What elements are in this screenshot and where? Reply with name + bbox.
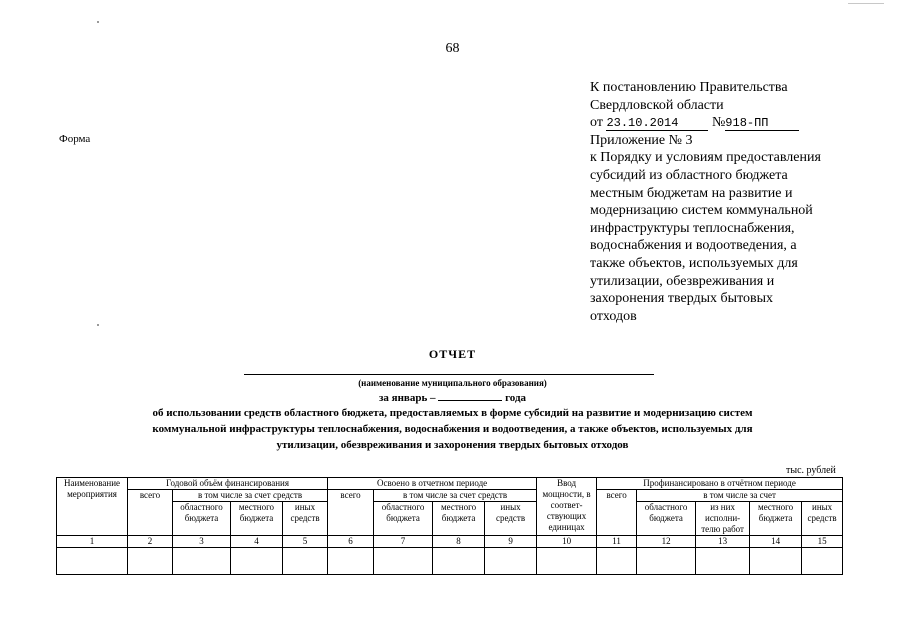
number-prefix: № [711, 115, 726, 131]
appendix-title: Приложение № 3 [590, 132, 693, 148]
year-blank [438, 391, 502, 401]
table-column-numbers [57, 536, 843, 548]
column-number: 13 [696, 536, 750, 548]
appendix-line: отходов [590, 308, 637, 324]
table-cell [637, 548, 696, 575]
header-of-which: из них исполни-телю работ [696, 502, 750, 536]
header-name: Наименование мероприятия [57, 478, 128, 536]
header-regional: областного бюджета [637, 502, 696, 536]
table-header-row [57, 502, 843, 536]
report-title: ОТЧЕТ [428, 347, 477, 361]
table-cell [802, 548, 843, 575]
report-period [0, 391, 905, 404]
column-number: 8 [433, 536, 485, 548]
table-cell [696, 548, 750, 575]
units-label: тыс. рублей [786, 465, 836, 476]
report-table [56, 477, 843, 575]
header-including: в том числе за счет средств [173, 490, 328, 502]
appendix-line: также объектов, используемых для [590, 255, 798, 271]
column-number: 6 [328, 536, 374, 548]
scan-dot [97, 21, 99, 23]
purpose-line: коммунальной инфраструктуры теплоснабжения, водоснабжения и водоотведения, а также объектов, используемых для [152, 423, 753, 435]
column-number: 9 [485, 536, 537, 548]
table-cell [231, 548, 283, 575]
column-number: 5 [283, 536, 328, 548]
header-financed: Профинансировано в отчётном периоде [597, 478, 843, 490]
header-including: в том числе за счет средств [374, 490, 537, 502]
table-row [57, 548, 843, 575]
appendix-line: утилизации, обезвреживания и [590, 273, 775, 289]
table-header-row [57, 478, 843, 490]
period-prefix: за январь – [378, 392, 436, 404]
column-number: 3 [173, 536, 231, 548]
column-number: 12 [637, 536, 696, 548]
resolution-line-2: Свердловской области [590, 97, 724, 113]
column-number: 1 [57, 536, 128, 548]
table-cell [750, 548, 802, 575]
header-regional: областного бюджета [173, 502, 231, 536]
municipality-name-line [244, 374, 654, 375]
resolution-block [590, 79, 850, 325]
column-number: 4 [231, 536, 283, 548]
appendix-line: местным бюджетам на развитие и [590, 185, 793, 201]
column-number: 10 [537, 536, 597, 548]
header-mastered: Освоено в отчетном периоде [328, 478, 537, 490]
header-total: всего [328, 490, 374, 536]
table-cell [173, 548, 231, 575]
table-cell [433, 548, 485, 575]
scan-dot [97, 324, 99, 326]
report-purpose [80, 405, 825, 453]
resolution-date-line [590, 114, 850, 132]
column-number: 14 [750, 536, 802, 548]
table-cell [485, 548, 537, 575]
appendix-line: водоснабжения и водоотведения, а [590, 238, 797, 254]
header-regional: областного бюджета [374, 502, 433, 536]
table-cell [328, 548, 374, 575]
scan-edge-mark [848, 3, 884, 4]
resolution-number: 918-ПП [725, 116, 799, 131]
appendix-line: субсидий из областного бюджета [590, 167, 788, 183]
header-including: в том числе за счет [637, 490, 843, 502]
appendix-line: инфраструктуры теплоснабжения, [590, 220, 795, 236]
form-label: Форма [59, 133, 91, 145]
appendix-line: к Порядку и условиям предоставления [590, 150, 821, 166]
page-number: 68 [445, 41, 460, 56]
table-cell [128, 548, 173, 575]
header-other: иных средств [802, 502, 843, 536]
appendix-line: захоронения твердых бытовых [590, 291, 774, 307]
date-prefix: от [590, 115, 603, 131]
table-cell [537, 548, 597, 575]
table-cell [57, 548, 128, 575]
period-suffix: года [505, 392, 527, 404]
header-other: иных средств [283, 502, 328, 536]
table-header-row [57, 490, 843, 502]
table-cell [597, 548, 637, 575]
table-cell [374, 548, 433, 575]
header-annual: Годовой объём финансирования [128, 478, 328, 490]
header-capacity: Ввод мощности, в соответ-ствующих единицах [537, 478, 597, 536]
table-cell [283, 548, 328, 575]
header-local: местного бюджета [433, 502, 485, 536]
header-total: всего [128, 490, 173, 536]
header-local: местного бюджета [231, 502, 283, 536]
column-number: 2 [128, 536, 173, 548]
header-total: всего [597, 490, 637, 536]
appendix-line: модернизацию систем коммунальной [590, 203, 813, 219]
header-local: местного бюджета [750, 502, 802, 536]
purpose-line: об использовании средств областного бюджета, предоставляемых в форме субсидий на развитие и модернизацию систем [152, 407, 753, 419]
header-other: иных средств [485, 502, 537, 536]
resolution-date: 23.10.2014 [606, 116, 708, 131]
column-number: 7 [374, 536, 433, 548]
column-number: 15 [802, 536, 843, 548]
municipality-name-caption: (наименование муниципального образования) [358, 378, 547, 388]
purpose-line: утилизации, обезвреживания и захоронения твердых бытовых отходов [276, 439, 629, 451]
resolution-line-1: К постановлению Правительства [590, 80, 788, 95]
column-number: 11 [597, 536, 637, 548]
